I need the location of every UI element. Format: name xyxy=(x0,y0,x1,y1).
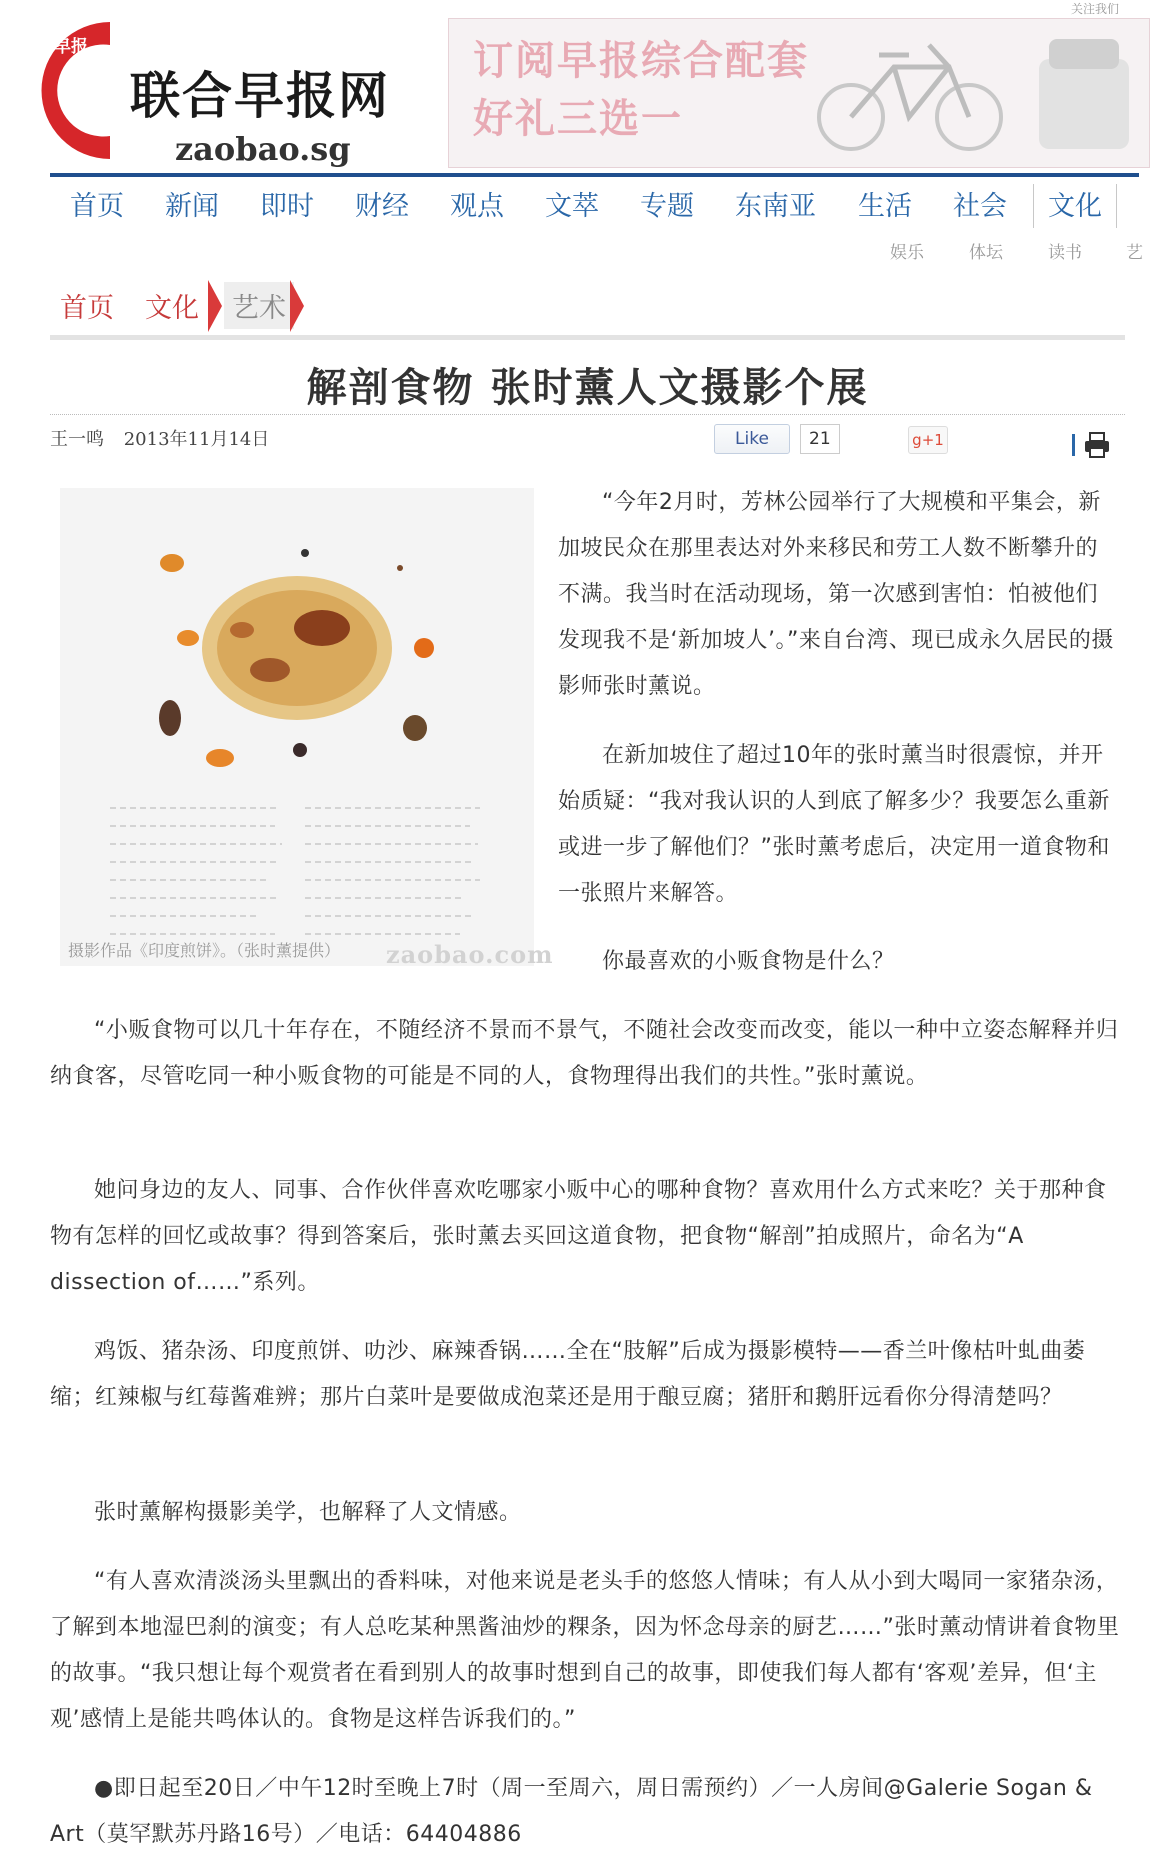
nav-item-culture[interactable]: 文化 xyxy=(1033,184,1117,228)
banner-headline: 订阅早报综合配套 xyxy=(473,38,809,84)
logo-text: 联合早报网 xyxy=(130,66,390,125)
article-paragraph: 在新加坡住了超过10年的张时薰当时很震惊，并开始质疑：“我对我认识的人到底了解多少？我要怎么重新或进一步了解他们？”张时薰考虑后，决定用一道食物和一张照片来解答。 xyxy=(558,743,1110,906)
nav-item-lifestyle[interactable]: 生活 xyxy=(858,191,912,222)
subnav-entertainment[interactable]: 娱乐 xyxy=(890,243,924,263)
follow-us-link[interactable]: 关注我们 xyxy=(1070,2,1119,16)
nav-item-opinion[interactable]: 观点 xyxy=(450,191,504,222)
bicycle-icon xyxy=(809,25,1009,155)
photo-caption: 摄影作品《印度煎饼》。（张时薰提供） xyxy=(68,941,341,960)
article-paragraph: “有人喜欢清淡汤头里飘出的香料味，对他来说是老头手的悠悠人情味；有人从小到大喝同一家猪杂汤，了解到本地湿巴刹的演变；有人总吃某种黑酱油炒的粿条，因为怀念母亲的厨艺……”张时薰动情讲着食物里的故事。“我只想让每个观赏者在看到别人的故事时想到自己的故事，即使我们每人都有‘客观’差异，但‘主观’感情上是能共鸣体认的。食物是这样告诉我们的。” xyxy=(50,1569,1120,1732)
breadcrumb-divider xyxy=(50,335,1125,340)
article-paragraph: 你最喜欢的小贩食物是什么？ xyxy=(602,949,895,974)
article-author[interactable]: 王一鸣 xyxy=(50,429,104,450)
google-plus-button[interactable]: g+1 xyxy=(908,426,948,454)
cooker-icon xyxy=(1009,29,1149,159)
article-paragraph: “小贩食物可以几十年存在，不随经济不景而不景气，不随社会改变而改变，能以一种中立姿态解释并归纳食客，尽管吃同一种小贩食物的可能是不同的人，食物理得出我们的共性。”张时薰说。 xyxy=(50,1018,1119,1089)
article-paragraph: 她问身边的友人、同事、合作伙伴喜欢吃哪家小贩中心的哪种食物？喜欢用什么方式来吃？关于那种食物有怎样的回忆或故事？得到答案后，张时薰去买回这道食物，把食物“解剖”拍成照片，命名为“A dissection of……”系列。 xyxy=(50,1178,1107,1295)
subnav-reading[interactable]: 读书 xyxy=(1048,243,1082,263)
article-title: 解剖食物 张时薰人文摄影个展 xyxy=(306,364,869,411)
nav-item-news[interactable]: 新闻 xyxy=(165,191,219,222)
event-info: ●即日起至20日／中午12时至晚上7时（周一至周六，周日需预约）／一人房间@Galerie Sogan & Art（莫罕默苏丹路16号）／电话：64404886 xyxy=(50,1776,1093,1847)
print-icon[interactable] xyxy=(1082,430,1112,460)
breadcrumb-home[interactable]: 首页 xyxy=(60,293,114,324)
article-paragraph: 鸡饭、猪杂汤、印度煎饼、叻沙、麻辣香锅……全在“肢解”后成为摄影模特——香兰叶像枯叶虬曲萎缩；红辣椒与红莓酱难辨；那片白菜叶是要做成泡菜还是用于酿豆腐；猪肝和鹅肝远看你分得清楚吗？ xyxy=(50,1339,1086,1410)
article-date: 2013年11月14日 xyxy=(123,429,270,450)
subnav-sports[interactable]: 体坛 xyxy=(969,243,1003,263)
logo-domain: zaobao.sg xyxy=(175,130,351,168)
nav-top-bar xyxy=(50,173,1139,177)
subscription-banner[interactable] xyxy=(448,18,1150,168)
breadcrumb xyxy=(50,280,1130,332)
breadcrumb-arrow-icon xyxy=(290,280,304,332)
breadcrumb-current: 艺术 xyxy=(224,282,294,329)
article-paragraph: “今年2月时，芳林公园举行了大规模和平集会，新加坡民众在那里表达对外来移民和劳工人数不断攀升的不满。我当时在活动现场，第一次感到害怕：怕被他们发现我不是‘新加坡人’。”来自台湾、现已成永久居民的摄影师张时薰说。 xyxy=(558,490,1114,699)
site-logo[interactable] xyxy=(50,18,430,168)
like-count: 21 xyxy=(800,424,840,454)
nav-item-southeast-asia[interactable]: 东南亚 xyxy=(735,191,816,222)
nav-item-realtime[interactable]: 即时 xyxy=(260,191,314,222)
nav-item-finance[interactable]: 财经 xyxy=(355,191,409,222)
nav-item-special[interactable]: 专题 xyxy=(640,191,694,222)
breadcrumb-arrow-icon xyxy=(208,280,222,332)
nav-item-home[interactable]: 首页 xyxy=(70,191,124,222)
nav-item-society[interactable]: 社会 xyxy=(953,191,1007,222)
photo-watermark: zaobao.com xyxy=(386,940,554,969)
article-meta xyxy=(50,425,269,451)
print-separator xyxy=(1072,434,1075,456)
facebook-like-button[interactable]: Like xyxy=(714,424,790,454)
article-paragraph: 张时薰解构摄影美学，也解释了人文情感。 xyxy=(94,1500,522,1525)
food-photo-image xyxy=(60,488,534,966)
breadcrumb-culture[interactable]: 文化 xyxy=(145,293,199,324)
title-divider xyxy=(50,414,1125,415)
nav-item-digest[interactable]: 文萃 xyxy=(545,191,599,222)
article-photo[interactable] xyxy=(60,488,534,966)
logo-badge: 早报 xyxy=(54,37,88,57)
main-nav xyxy=(50,184,1150,242)
subnav-arts[interactable]: 艺 xyxy=(1126,243,1143,263)
banner-subline: 好礼三选一 xyxy=(473,96,683,142)
